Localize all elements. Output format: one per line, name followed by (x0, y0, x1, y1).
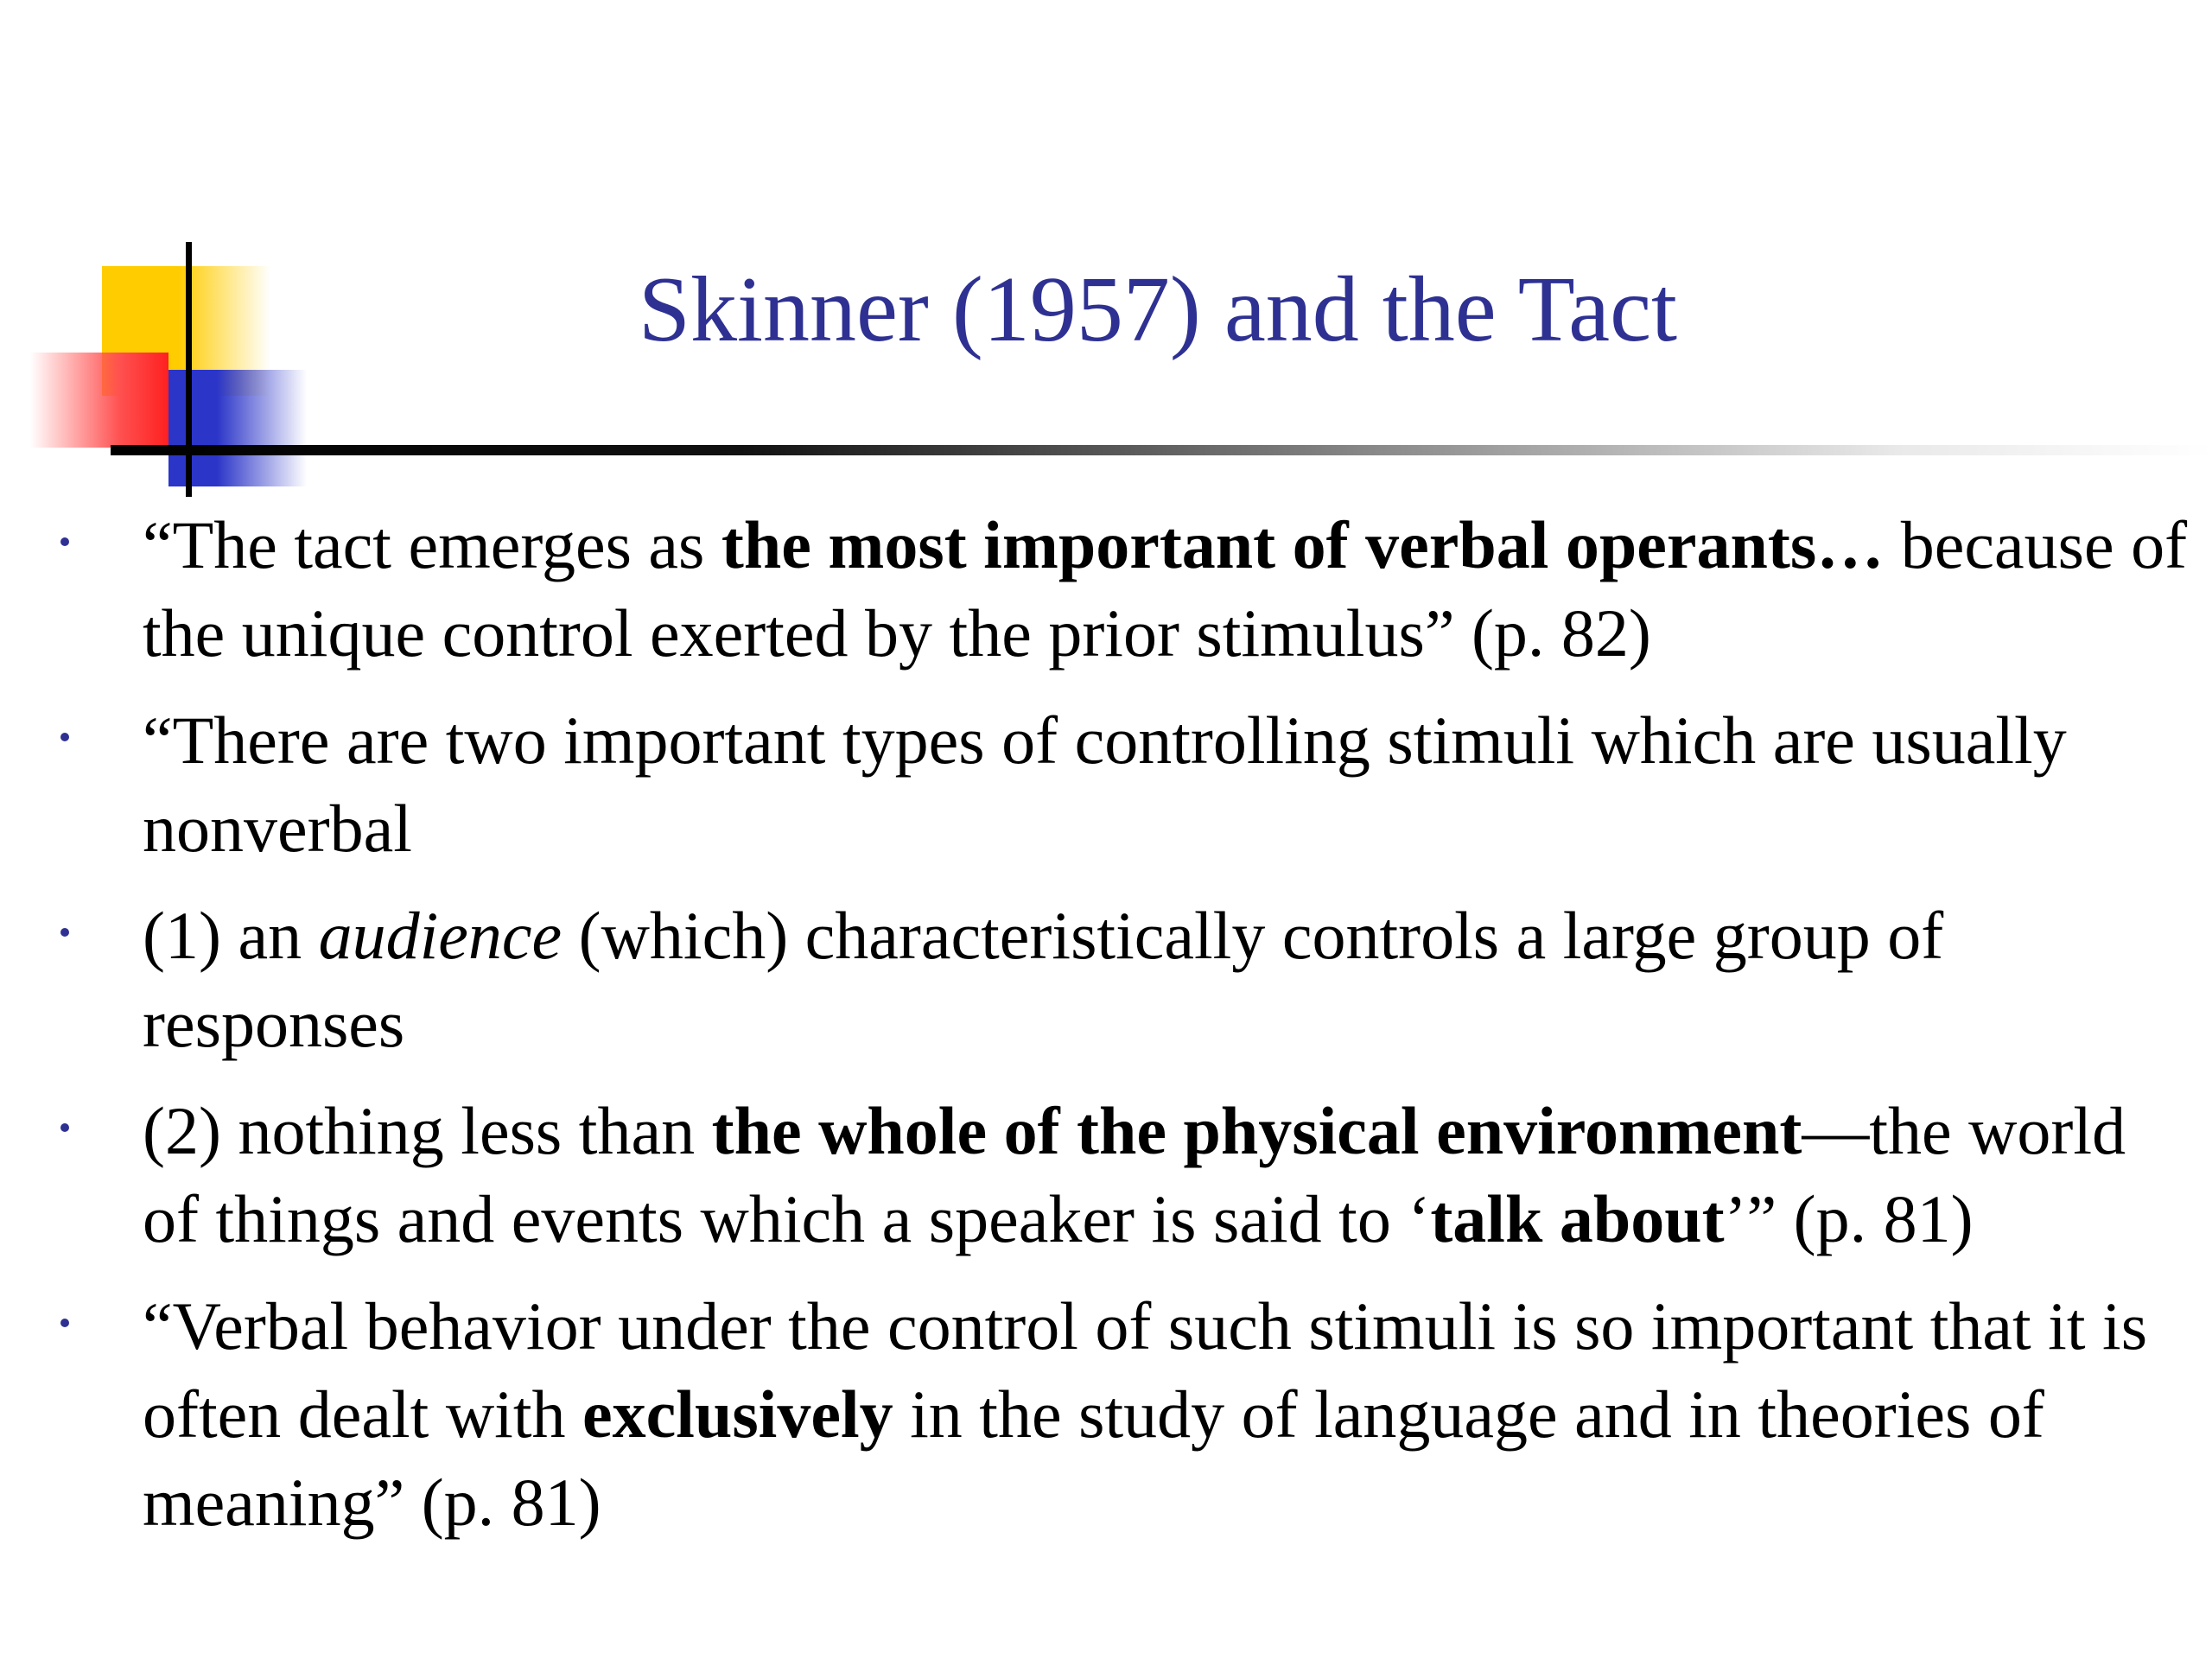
bullet-item (0, 501, 2212, 677)
bullet-marker-icon (60, 733, 69, 741)
bullet-marker-icon (60, 537, 69, 546)
bullet-item (0, 1087, 2212, 1263)
bullet-text (143, 1093, 2126, 1256)
slide-title: Skinner (1957) and the Tact (638, 258, 1678, 361)
bullet-text-run: “The tact emerges as (143, 507, 721, 582)
bullet-text-run: ’” (p. 81) (1724, 1181, 1974, 1256)
bullet-text (143, 898, 1943, 1061)
bullet-text-run: because of the unique control exerted by the prior stimulus” (p. 82) (143, 507, 2188, 671)
bullet-marker-icon (60, 928, 69, 937)
bullet-text-run: (2) nothing less than (143, 1093, 712, 1168)
bullet-marker-icon (60, 1319, 69, 1327)
bullet-text (143, 702, 2067, 866)
bullet-item (0, 892, 2212, 1068)
bullet-text (143, 507, 2187, 671)
bullet-item (0, 1282, 2212, 1547)
bullet-text-run: in the study of language and in theories of meaning” (p. 81) (143, 1376, 2044, 1540)
decorative-red-square (30, 353, 168, 448)
title-underline-rule (111, 445, 2212, 455)
bullet-text-run: the most important of verbal operants… (721, 507, 1885, 582)
bullet-text-run: “There are two important types of controlling stimuli which are usually nonverbal (143, 702, 2067, 866)
bullet-text-run: “Verbal behavior under the control of such stimuli is so important that it is often dealt with (143, 1288, 2148, 1452)
bullet-text-run: exclusively (582, 1376, 893, 1452)
bullet-item (0, 696, 2212, 873)
bullet-text-run: audience (318, 898, 563, 973)
bullet-list (0, 501, 2212, 1566)
bullet-text-run: (1) an (143, 898, 319, 973)
bullet-marker-icon (60, 1123, 69, 1132)
bullet-text-run: the whole of the physical environment (711, 1093, 1802, 1168)
bullet-text-run: (which) characteristically controls a large group of responses (143, 898, 1944, 1061)
bullet-text (143, 1288, 2147, 1540)
bullet-text-run: talk about (1430, 1181, 1725, 1256)
bullet-text-run: —the world of things and events which a speaker is said to ‘ (143, 1093, 2126, 1256)
